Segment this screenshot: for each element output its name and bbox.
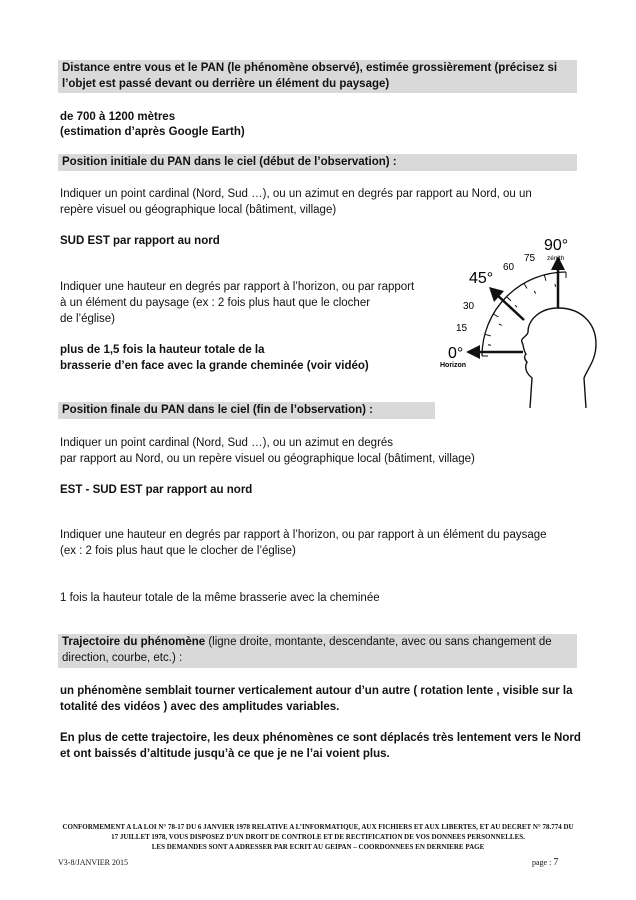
label-45: 45° bbox=[469, 270, 494, 287]
trajectory-header-line2: direction, courbe, etc.) : bbox=[62, 652, 183, 664]
trajectory-answer1-line2: totalité des vidéos ) avec des amplitudes variables. bbox=[60, 701, 340, 713]
label-0: 0° bbox=[448, 345, 464, 362]
final-answer1: EST - SUD EST par rapport au nord bbox=[60, 484, 253, 496]
distance-header-line2: l’objet est passé devant ou derrière un élément du paysage) bbox=[62, 78, 390, 90]
distance-answer-line2: (estimation d’après Google Earth) bbox=[60, 126, 245, 138]
final-position-header bbox=[58, 402, 435, 419]
initial-position-header-text: Position initiale du PAN dans le ciel (début de l’observation) : bbox=[62, 156, 397, 168]
label-zenith: zénith bbox=[547, 255, 565, 262]
initial-answer1: SUD EST par rapport au nord bbox=[60, 235, 220, 247]
initial-prompt2-line3: de l’église) bbox=[60, 313, 115, 325]
final-position-header-text: Position finale du PAN dans le ciel (fin de l’observation) : bbox=[62, 404, 373, 416]
trajectory-header-title: Trajectoire du phénomène bbox=[62, 636, 206, 648]
page-label: page : bbox=[532, 858, 552, 867]
label-90: 90° bbox=[544, 237, 569, 254]
final-prompt2-line1: Indiquer une hauteur en degrés par rapport à l’horizon, ou par rapport à un élément du paysage bbox=[60, 529, 547, 541]
label-75: 75 bbox=[524, 253, 536, 264]
trajectory-answer2-line2: et ont baissés d’altitude jusqu’à ce que je ne l’ai voient plus. bbox=[60, 748, 390, 760]
final-answer2: 1 fois la hauteur totale de la même brasserie avec la cheminée bbox=[60, 592, 380, 604]
distance-header-line1: Distance entre vous et le PAN (le phénomène observé), estimée grossièrement (précisez si bbox=[62, 62, 558, 74]
degree-45-arrow bbox=[496, 294, 524, 320]
initial-prompt1-line2: repère visuel ou géographique local (bâtiment, village) bbox=[60, 204, 337, 216]
initial-prompt2-line1: Indiquer une hauteur en degrés par rapport à l’horizon, ou par rapport bbox=[60, 281, 415, 293]
initial-answer2-line1: plus de 1,5 fois la hauteur totale de la bbox=[60, 344, 265, 356]
trajectory-header-description: (ligne droite, montante, descendante, avec ou sans changement de bbox=[205, 636, 552, 648]
initial-answer2-line2: brasserie d’en face avec la grande cheminée (voir vidéo) bbox=[60, 360, 369, 372]
final-prompt2-line2: (ex : 2 fois plus haut que le clocher de l’église) bbox=[60, 545, 296, 557]
label-horizon: Horizon bbox=[440, 362, 467, 369]
final-prompt1-line2: par rapport au Nord, ou un repère visuel ou géographique local (bâtiment, village) bbox=[60, 453, 475, 465]
label-15: 15 bbox=[456, 323, 468, 334]
label-30: 30 bbox=[463, 301, 475, 312]
page-indicator bbox=[532, 857, 558, 868]
trajectory-answer2-line1: En plus de cette trajectoire, les deux phénomènes ce sont déplacés très lentement vers le Nord bbox=[60, 732, 581, 744]
page-number: 7 bbox=[553, 857, 559, 868]
elevation-diagram bbox=[420, 228, 600, 408]
distance-header bbox=[58, 60, 577, 93]
trajectory-answer1-line1: un phénomène semblait tourner verticalement autour d’un autre ( rotation lente , visible sur la bbox=[60, 685, 573, 697]
trajectory-header-line1 bbox=[58, 634, 577, 650]
horizon-arrowhead bbox=[466, 345, 480, 359]
distance-answer-line1: de 700 à 1200 mètres bbox=[60, 111, 176, 123]
head-silhouette bbox=[522, 308, 596, 408]
initial-position-header bbox=[58, 154, 577, 171]
final-prompt1-line1: Indiquer un point cardinal (Nord, Sud …), ou un azimut en degrés bbox=[60, 437, 394, 449]
label-60: 60 bbox=[503, 262, 515, 273]
trajectory-header bbox=[58, 634, 577, 668]
version-label: V3-8/JANVIER 2015 bbox=[58, 858, 128, 867]
legal-notice-line1: CONFORMEMENT A LA LOI N° 78-17 DU 6 JANVIER 1978 RELATIVE A L’INFORMATIQUE, AUX FICHIERS ET AUX LIBERTES, ET AU DECRET N° 78.774 DU bbox=[62, 823, 574, 831]
legal-notice-line3: LES DEMANDES SONT A ADRESSER PAR ECRIT AU GEIPAN – COORDONNEES EN DERNIERE PAGE bbox=[151, 843, 485, 851]
initial-prompt1-line1: Indiquer un point cardinal (Nord, Sud …), ou un azimut en degrés par rapport au Nord, ou un bbox=[60, 188, 532, 200]
initial-prompt2-line2: à un élément du paysage (ex : 2 fois plus haut que le clocher bbox=[60, 297, 371, 309]
legal-notice-line2: 17 JUILLET 1978, VOUS DISPOSEZ D’UN DROIT DE CONTROLE ET DE RECTIFICATION DE VOS DONNEES PERSONNELLES. bbox=[111, 833, 525, 841]
